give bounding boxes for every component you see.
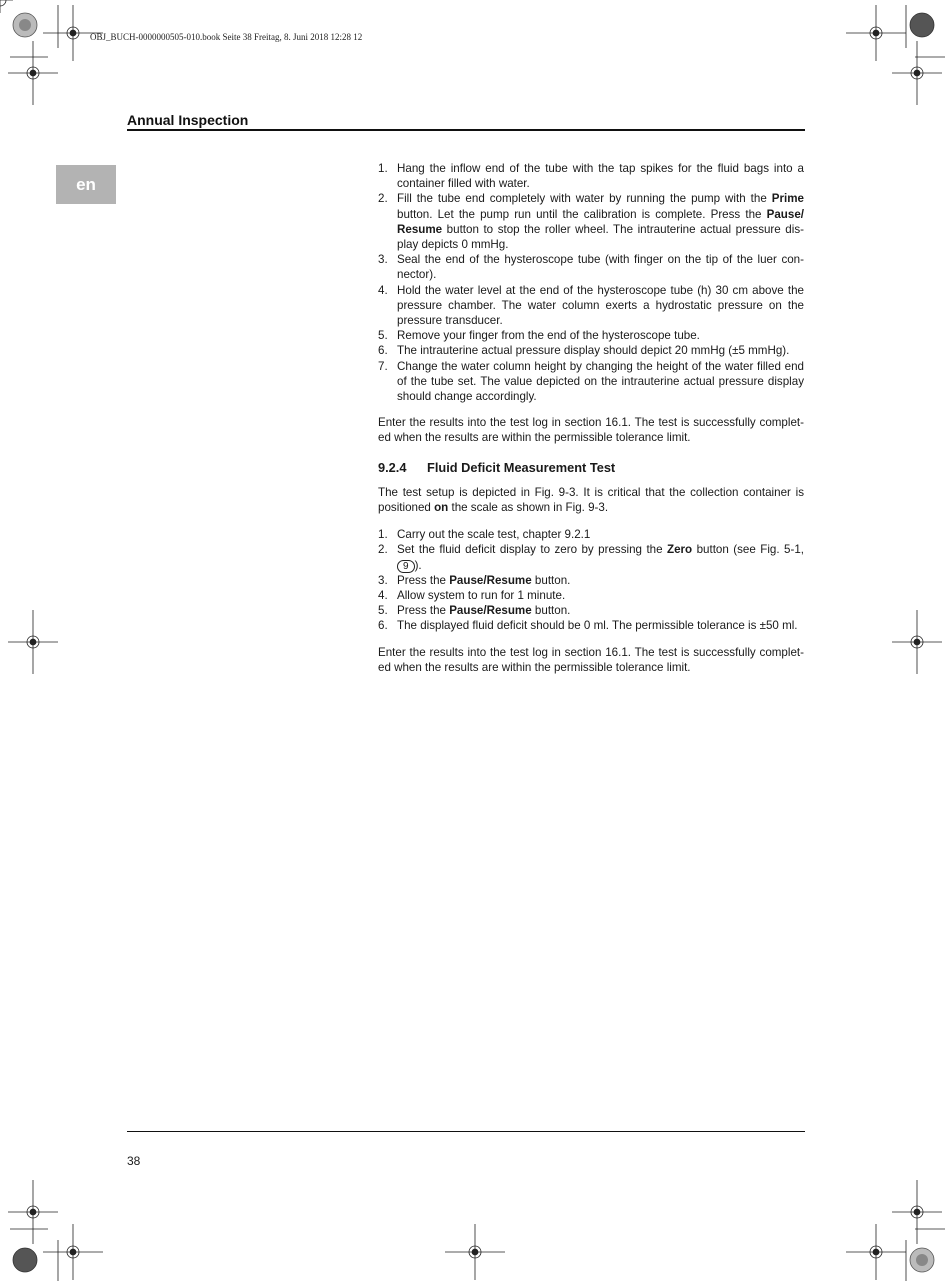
- language-tab: en: [56, 165, 116, 204]
- results-paragraph: Enter the results into the test log in section 16.1. The test is successfully complet-ed when the results are within the permissible tolerance limit.: [378, 645, 804, 674]
- main-content: [378, 161, 804, 675]
- list-item: 3. Press the Pause/Resume button.: [378, 573, 571, 587]
- page-number: 38: [127, 1154, 141, 1168]
- section-heading: [378, 460, 804, 475]
- callout-number: 9: [397, 560, 415, 573]
- list-item: 7. Change the water column height by changing the height of the water filled end of the tube set. The value depicted on the intrauterine actual pressure display should change accordingly.: [378, 359, 804, 404]
- footer-rule: [127, 1131, 805, 1132]
- list-item: 5. Remove your finger from the end of the hysteroscope tube.: [378, 329, 700, 343]
- section-title: Fluid Deficit Measurement Test: [427, 459, 616, 475]
- print-slug: OBJ_BUCH-0000000505-010.book Seite 38 Freitag, 8. Juni 2018 12:28 12: [90, 32, 363, 42]
- list-item: 1. Carry out the scale test, chapter 9.2.1: [378, 528, 591, 542]
- list-item: 4. Hold the water level at the end of the hysteroscope tube (h) 30 cm above the pressure chamber. The water column exerts a hydrostatic pressure on the pressure transducer.: [378, 283, 804, 328]
- list-item: 2. Set the fluid deficit display to zero by pressing the Zero button (see Fig. 5-1, 9 ).: [378, 543, 805, 572]
- list-item: 6. The intrauterine actual pressure display should depict 20 mmHg (±5 mmHg).: [378, 344, 790, 358]
- page-title: Annual Inspection: [127, 112, 249, 128]
- header-rule: [127, 129, 805, 131]
- list-item: 2. Fill the tube end completely with water by running the pump with the Prime button. Let the pump run until the calibration is complete. Press the Pause/ Resume button to stop the roller wheel. The intrauterine actual pressure dis-play depicts 0 mmHg.: [378, 192, 804, 252]
- setup-paragraph: The test setup is depicted in Fig. 9-3. It is critical that the collection container is positioned on the scale as shown in Fig. 9-3.: [378, 485, 804, 515]
- list-item: 3. Seal the end of the hysteroscope tube (with finger on the tip of the luer con-nector).: [378, 253, 804, 282]
- procedure-list-deficit: [378, 527, 804, 633]
- list-item: 6. The displayed fluid deficit should be 0 ml. The permissible tolerance is ±50 ml.: [378, 619, 798, 633]
- section-number: 9.2.4: [378, 459, 407, 475]
- list-item: 5. Press the Pause/Resume button.: [378, 604, 571, 618]
- results-paragraph: Enter the results into the test log in section 16.1. The test is successfully complet-ed when the results are within the permissible tolerance limit.: [378, 416, 804, 445]
- list-item: 1. Hang the inflow end of the tube with the tap spikes for the fluid bags into a container filled with water.: [378, 162, 804, 191]
- list-item: 4. Allow system to run for 1 minute.: [378, 589, 566, 603]
- procedure-list-pressure: [378, 161, 804, 404]
